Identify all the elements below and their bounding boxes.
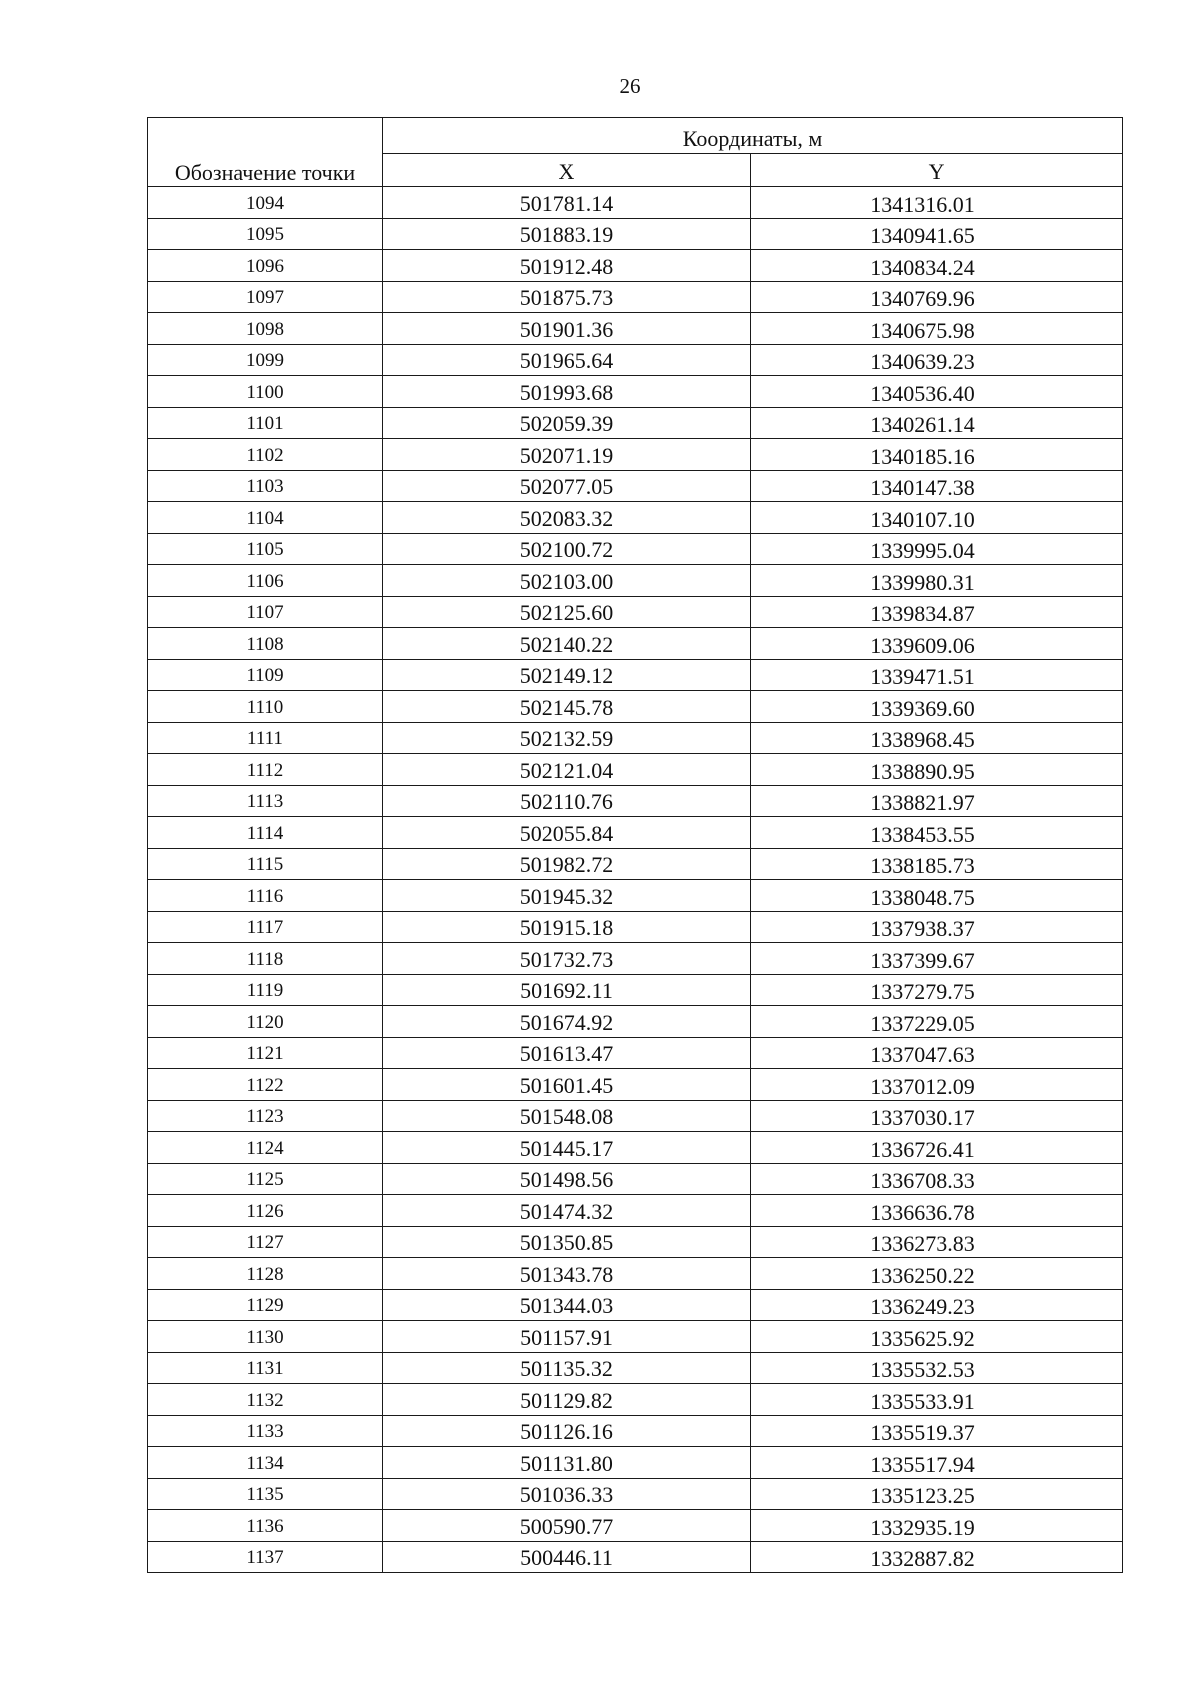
x-coordinate-cell: 502103.00 [383,565,751,597]
table-row [148,974,1123,1006]
y-coordinate-value: 1336273.83 [870,1231,975,1256]
y-coordinate-value: 1340834.24 [870,254,975,280]
point-cell: 1110 [148,691,383,723]
y-coordinate-value: 1332887.82 [870,1546,975,1571]
x-coordinate-cell: 502145.78 [383,691,751,723]
x-coordinate-cell: 502132.59 [383,722,751,754]
point-cell: 1103 [148,470,383,502]
y-coordinate-cell [751,1006,1123,1038]
y-coordinate-value: 1340185.16 [870,443,975,469]
y-coordinate-cell [751,1100,1123,1132]
y-coordinate-cell [751,502,1123,534]
y-coordinate-cell [751,1289,1123,1321]
y-coordinate-value: 1336636.78 [870,1199,975,1225]
y-coordinate-value: 1339609.06 [870,632,975,658]
x-coordinate-cell: 502083.32 [383,502,751,534]
point-cell: 1122 [148,1069,383,1101]
y-coordinate-cell [751,596,1123,628]
point-cell: 1115 [148,848,383,880]
point-cell: 1109 [148,659,383,691]
x-coordinate-cell: 501945.32 [383,880,751,912]
point-cell: 1136 [148,1510,383,1542]
table-row [148,502,1123,534]
y-coordinate-value: 1336726.41 [870,1136,975,1162]
y-coordinate-value: 1337279.75 [870,979,975,1004]
x-coordinate-cell: 501131.80 [383,1447,751,1479]
point-cell: 1133 [148,1415,383,1447]
y-coordinate-cell [751,313,1123,345]
y-coordinate-value: 1340769.96 [870,286,975,311]
y-coordinate-cell [751,659,1123,691]
x-coordinate-cell: 501344.03 [383,1289,751,1321]
point-cell: 1121 [148,1037,383,1069]
point-cell: 1118 [148,943,383,975]
point-cell: 1114 [148,817,383,849]
point-cell: 1099 [148,344,383,376]
x-coordinate-cell: 501915.18 [383,911,751,943]
x-coordinate-cell: 502055.84 [383,817,751,849]
table-row [148,596,1123,628]
point-cell: 1094 [148,187,383,219]
y-coordinate-value: 1336250.22 [870,1262,975,1288]
x-coordinate-cell: 501781.14 [383,187,751,219]
point-cell: 1126 [148,1195,383,1227]
x-coordinate-cell: 501474.32 [383,1195,751,1227]
y-coordinate-value: 1337030.17 [870,1105,975,1130]
y-coordinate-value: 1340147.38 [870,475,975,500]
x-coordinate-cell: 501883.19 [383,218,751,250]
y-coordinate-cell [751,1541,1123,1573]
y-coordinate-cell [751,943,1123,975]
point-cell: 1101 [148,407,383,439]
x-coordinate-cell: 500446.11 [383,1541,751,1573]
x-coordinate-cell: 502140.22 [383,628,751,660]
y-coordinate-cell [751,1258,1123,1290]
point-cell: 1113 [148,785,383,817]
table-row [148,1226,1123,1258]
table-row [148,439,1123,471]
table-row [148,281,1123,313]
table-row [148,1258,1123,1290]
y-coordinate-value: 1338453.55 [870,821,975,847]
x-coordinate-cell: 501732.73 [383,943,751,975]
table-row [148,754,1123,786]
table-row [148,880,1123,912]
x-coordinate-cell: 501993.68 [383,376,751,408]
y-coordinate-cell [751,1037,1123,1069]
y-coordinate-cell [751,1226,1123,1258]
y-coordinate-value: 1339995.04 [870,538,975,563]
table-row [148,1069,1123,1101]
point-cell: 1131 [148,1352,383,1384]
table-row [148,313,1123,345]
x-coordinate-cell: 502110.76 [383,785,751,817]
y-coordinate-value: 1340536.40 [870,380,975,406]
y-coordinate-cell [751,1510,1123,1542]
x-coordinate-cell: 501692.11 [383,974,751,1006]
y-coordinate-value: 1336249.23 [870,1294,975,1319]
table-row [148,628,1123,660]
y-coordinate-cell [751,565,1123,597]
coordinates-table [147,117,1123,1573]
point-cell: 1119 [148,974,383,1006]
x-coordinate-cell: 501126.16 [383,1415,751,1447]
y-coordinate-value: 1335517.94 [870,1451,975,1477]
y-coordinate-cell [751,1132,1123,1164]
y-coordinate-cell [751,407,1123,439]
y-coordinate-cell [751,1163,1123,1195]
x-coordinate-cell: 501343.78 [383,1258,751,1290]
point-cell: 1117 [148,911,383,943]
y-coordinate-cell [751,187,1123,219]
y-coordinate-value: 1337047.63 [870,1042,975,1067]
point-designation-header: Обозначение точки [148,118,383,187]
x-coordinate-cell: 502121.04 [383,754,751,786]
y-coordinate-cell [751,1352,1123,1384]
y-coordinate-value: 1338821.97 [870,790,975,815]
point-cell: 1098 [148,313,383,345]
point-cell: 1108 [148,628,383,660]
table-row [148,250,1123,282]
point-cell: 1106 [148,565,383,597]
y-coordinate-cell [751,1415,1123,1447]
y-coordinate-cell [751,439,1123,471]
table-row [148,1100,1123,1132]
point-cell: 1112 [148,754,383,786]
y-coordinate-cell [751,628,1123,660]
y-coordinate-cell [751,250,1123,282]
y-coordinate-cell [751,722,1123,754]
point-cell: 1104 [148,502,383,534]
table-row [148,817,1123,849]
table-row [148,1006,1123,1038]
point-cell: 1124 [148,1132,383,1164]
y-coordinate-cell [751,848,1123,880]
x-coordinate-cell: 501036.33 [383,1478,751,1510]
table-row [148,1352,1123,1384]
y-coordinate-cell [751,691,1123,723]
table-row [148,1132,1123,1164]
y-coordinate-value: 1340261.14 [870,412,975,437]
x-coordinate-cell: 501445.17 [383,1132,751,1164]
table-row [148,722,1123,754]
y-coordinate-value: 1341316.01 [870,191,975,217]
point-cell: 1132 [148,1384,383,1416]
table-row [148,470,1123,502]
y-coordinate-value: 1336708.33 [870,1168,975,1193]
x-coordinate-cell: 502077.05 [383,470,751,502]
y-coordinate-value: 1338185.73 [870,853,975,878]
y-coordinate-cell [751,281,1123,313]
point-cell: 1129 [148,1289,383,1321]
point-cell: 1123 [148,1100,383,1132]
y-coordinate-value: 1338968.45 [870,727,975,752]
y-coordinate-value: 1332935.19 [870,1514,975,1540]
table-row [148,943,1123,975]
x-coordinate-cell: 501157.91 [383,1321,751,1353]
x-coordinate-cell: 501613.47 [383,1037,751,1069]
y-coordinate-value: 1340675.98 [870,317,975,343]
table-row [148,1321,1123,1353]
table-row [148,691,1123,723]
table-row [148,1289,1123,1321]
y-coordinate-value: 1337938.37 [870,916,975,941]
y-coordinate-value: 1335533.91 [870,1388,975,1414]
point-cell: 1102 [148,439,383,471]
y-coordinate-value: 1338890.95 [870,758,975,784]
y-coordinate-cell [751,1384,1123,1416]
y-coordinate-value: 1335123.25 [870,1483,975,1508]
table-row [148,187,1123,219]
x-column-header: X [383,153,751,186]
y-coordinate-cell [751,376,1123,408]
table-row [148,344,1123,376]
x-coordinate-cell: 501674.92 [383,1006,751,1038]
point-cell: 1120 [148,1006,383,1038]
table-row [148,1415,1123,1447]
point-cell: 1128 [148,1258,383,1290]
y-coordinate-cell [751,344,1123,376]
point-cell: 1105 [148,533,383,565]
y-coordinate-value: 1337399.67 [870,947,975,973]
point-cell: 1116 [148,880,383,912]
point-cell: 1107 [148,596,383,628]
x-coordinate-cell: 501129.82 [383,1384,751,1416]
table-row [148,659,1123,691]
x-coordinate-cell: 501135.32 [383,1352,751,1384]
x-coordinate-cell: 501912.48 [383,250,751,282]
x-coordinate-cell: 502059.39 [383,407,751,439]
x-coordinate-cell: 501965.64 [383,344,751,376]
x-coordinate-cell: 502125.60 [383,596,751,628]
point-cell: 1130 [148,1321,383,1353]
y-coordinate-cell [751,754,1123,786]
point-cell: 1134 [148,1447,383,1479]
y-coordinate-cell [751,218,1123,250]
x-coordinate-cell: 501498.56 [383,1163,751,1195]
y-coordinate-cell [751,1478,1123,1510]
table-row [148,1478,1123,1510]
y-coordinate-value: 1340639.23 [870,349,975,374]
x-coordinate-cell: 501901.36 [383,313,751,345]
y-coordinate-value: 1335625.92 [870,1325,975,1351]
table-row [148,218,1123,250]
point-cell: 1096 [148,250,383,282]
x-coordinate-cell: 502100.72 [383,533,751,565]
y-coordinate-value: 1340941.65 [870,223,975,248]
y-coordinate-value: 1339834.87 [870,601,975,626]
table-header [148,118,1123,187]
y-coordinate-cell [751,911,1123,943]
point-cell: 1097 [148,281,383,313]
point-cell: 1137 [148,1541,383,1573]
table-row [148,565,1123,597]
point-cell: 1111 [148,722,383,754]
point-cell: 1100 [148,376,383,408]
y-coordinate-value: 1337229.05 [870,1010,975,1036]
y-coordinate-value: 1339471.51 [870,664,975,689]
y-coordinate-value: 1335519.37 [870,1420,975,1445]
point-cell: 1095 [148,218,383,250]
y-coordinate-value: 1337012.09 [870,1073,975,1099]
y-coordinate-cell [751,880,1123,912]
y-coordinate-cell [751,817,1123,849]
table-row [148,1447,1123,1479]
y-coordinate-value: 1339980.31 [870,569,975,595]
x-coordinate-cell: 501875.73 [383,281,751,313]
x-coordinate-cell: 502071.19 [383,439,751,471]
y-coordinate-cell [751,470,1123,502]
y-coordinate-cell [751,1195,1123,1227]
y-coordinate-value: 1340107.10 [870,506,975,532]
x-coordinate-cell: 501350.85 [383,1226,751,1258]
table-row [148,1541,1123,1573]
x-coordinate-cell: 502149.12 [383,659,751,691]
y-coordinate-cell [751,974,1123,1006]
table-row [148,1163,1123,1195]
point-cell: 1125 [148,1163,383,1195]
table-row [148,1384,1123,1416]
point-cell: 1135 [148,1478,383,1510]
y-coordinate-cell [751,1069,1123,1101]
coordinates-group-header: Координаты, м [383,118,1123,154]
y-coordinate-cell [751,1447,1123,1479]
y-coordinate-value: 1335532.53 [870,1357,975,1382]
table-row [148,911,1123,943]
table-row [148,1510,1123,1542]
table-row [148,533,1123,565]
y-column-header: Y [751,153,1123,186]
x-coordinate-cell: 500590.77 [383,1510,751,1542]
y-coordinate-cell [751,785,1123,817]
table-row [148,785,1123,817]
table-body [148,187,1123,1573]
x-coordinate-cell: 501601.45 [383,1069,751,1101]
y-coordinate-value: 1339369.60 [870,695,975,721]
table-row [148,376,1123,408]
page-number: 26 [619,74,641,98]
y-coordinate-value: 1338048.75 [870,884,975,910]
x-coordinate-cell: 501982.72 [383,848,751,880]
table-row [148,407,1123,439]
table-row [148,1037,1123,1069]
point-cell: 1127 [148,1226,383,1258]
x-coordinate-cell: 501548.08 [383,1100,751,1132]
y-coordinate-cell [751,533,1123,565]
table-row [148,848,1123,880]
table-row [148,1195,1123,1227]
y-coordinate-cell [751,1321,1123,1353]
